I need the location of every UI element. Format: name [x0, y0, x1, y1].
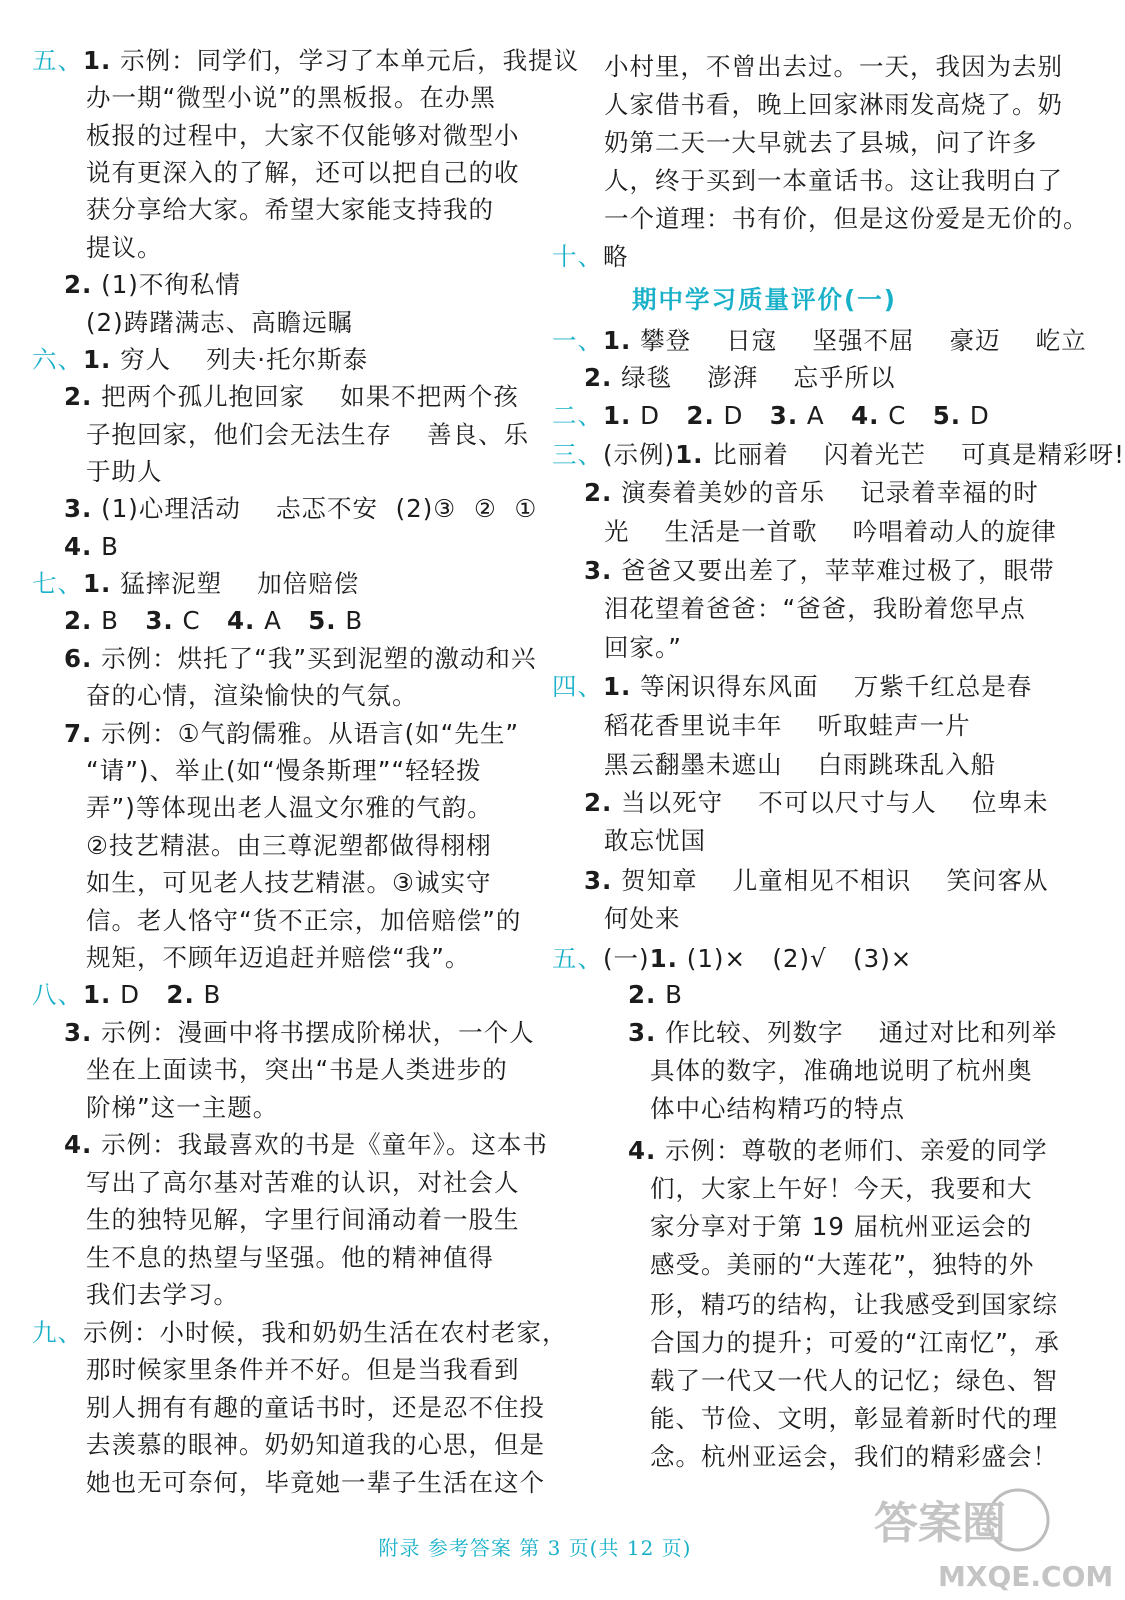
answer-text: 人家借书看，晚上回家淋雨发高烧了。奶: [604, 90, 1063, 119]
answer-line: [32, 565, 359, 603]
answer-text: 信。老人恪守“货不正宗，加倍赔偿”的: [86, 906, 522, 935]
answer-text: 体中心结构精巧的特点: [650, 1094, 905, 1123]
question-number: 2.: [166, 980, 195, 1009]
answer-line: [604, 629, 682, 667]
answer-text: B: [92, 606, 146, 635]
answer-line: [86, 191, 494, 229]
question-number: 4.: [64, 532, 93, 561]
answer-line: [86, 117, 520, 155]
answer-text: 把两个孤儿抱回家 如果不把两个孩: [92, 382, 519, 411]
answer-text: 我们去学习。: [86, 1280, 239, 1309]
watermark-logo: [868, 1478, 1114, 1596]
answer-line: [64, 602, 363, 640]
answer-text: 何处来: [604, 904, 681, 933]
answer-text: 板报的过程中，大家不仅能够对微型小: [86, 121, 520, 150]
answer-line: [584, 474, 1039, 512]
answer-text: 奋的心情，渲染愉快的气氛。: [86, 681, 418, 710]
answer-line: [584, 359, 895, 397]
answer-text: 生的独特见解，字里行间涌动着一股生: [86, 1205, 520, 1234]
answer-line: [650, 1400, 1058, 1438]
question-number: 3.: [64, 1018, 93, 1047]
answer-line: [552, 397, 990, 435]
question-number: 1.: [603, 672, 632, 701]
question-number: 3.: [769, 401, 799, 430]
answer-text: “请”)、举止(如“慢条斯理”“轻轻拨: [86, 756, 482, 785]
answer-text: (2)踌躇满志、高瞻远瞩: [86, 308, 354, 337]
answer-line: [32, 42, 579, 80]
question-number: 2.: [628, 980, 657, 1009]
answer-text: 示例：尊敬的老师们、亲爱的同学: [656, 1136, 1048, 1165]
answer-text: 回家。”: [604, 633, 682, 662]
answer-text: 她也无可奈何，毕竟她一辈子生活在这个: [86, 1468, 545, 1497]
answer-line: [86, 902, 521, 940]
answer-text: 生不息的热望与坚强。他的精神值得: [86, 1243, 494, 1272]
answer-line: [650, 1324, 1060, 1362]
section-title: 期中学习质量评价(一): [632, 285, 897, 314]
answer-text: 如生，可见老人技艺精湛。③诚实守: [86, 868, 492, 897]
section-number: 六、: [32, 345, 83, 374]
section-number: 二、: [552, 401, 603, 430]
answer-line: [86, 1089, 278, 1127]
answer-line: [86, 1351, 520, 1389]
question-number: 2.: [64, 382, 93, 411]
question-number: 1.: [603, 401, 632, 430]
question-number: 3.: [64, 494, 93, 523]
answer-text: 规矩，不顾年迈追赶并赔偿“我”。: [86, 943, 471, 972]
answer-text: D: [961, 401, 990, 430]
answer-text: 感受。美丽的“大莲花”，独特的外: [650, 1250, 1035, 1279]
section-number: 十、: [552, 242, 603, 271]
answer-line: [64, 528, 119, 566]
answer-text: 攀登 日寇 坚强不屈 豪迈 屹立: [631, 326, 1087, 355]
answer-line: [604, 746, 996, 784]
answer-line: [86, 1164, 520, 1202]
question-number: 2.: [64, 606, 93, 635]
answer-text: C: [879, 401, 933, 430]
answer-text: 小村里，不曾出去过。一天，我因为去别: [604, 52, 1063, 81]
answer-line: [86, 789, 493, 827]
question-number: 3.: [584, 556, 613, 585]
answer-text: C: [173, 606, 227, 635]
answer-text: 阶梯”这一主题。: [86, 1093, 279, 1122]
answer-text: 坐在上面读书，突出“书是人类进步的: [86, 1055, 508, 1084]
answer-line: [552, 436, 1125, 474]
answer-text: 敢忘忧国: [604, 826, 706, 855]
answer-line: [64, 490, 537, 528]
answer-line: [86, 864, 491, 902]
question-number: 3.: [145, 606, 174, 635]
answer-text: 示例：小时候，我和奶奶生活在农村老家，: [83, 1318, 568, 1347]
answer-text: 弄”)等体现出老人温文尔雅的气韵。: [86, 793, 493, 822]
answer-line: [86, 677, 418, 715]
answer-text: 贺知章 儿童相见不相识 笑问客从: [612, 866, 1049, 895]
answer-line: [584, 552, 1055, 590]
question-number: 5.: [308, 606, 337, 635]
answer-line: [650, 1286, 1058, 1324]
answer-text: 奶第二天一大早就去了县城，问了许多: [604, 128, 1038, 157]
answer-text: 于助人: [86, 457, 163, 486]
answer-line: [86, 939, 470, 977]
question-number: 1.: [83, 345, 112, 374]
answer-text: 等闲识得东风面 万紫千红总是春: [631, 672, 1033, 701]
answer-text: B: [92, 532, 119, 561]
question-number: 6.: [64, 644, 93, 673]
answer-text: 稻花香里说丰年 听取蛙声一片: [604, 711, 971, 740]
question-number: 2.: [584, 788, 613, 817]
answer-text: 猛摔泥塑 加倍赔偿: [111, 569, 360, 598]
answer-text: 说有更深入的了解，还可以把自己的收: [86, 158, 520, 187]
answer-text: 泪花望着爸爸：“爸爸，我盼着您早点: [604, 594, 1026, 623]
answer-text: 具体的数字，准确地说明了杭州奥: [650, 1056, 1033, 1085]
answer-line: [86, 154, 520, 192]
answer-text: ②技艺精湛。由三尊泥塑都做得栩栩: [86, 831, 492, 860]
answer-line: [628, 976, 683, 1014]
answer-text: (一): [603, 944, 650, 973]
question-number: 2.: [64, 270, 93, 299]
answer-line: [604, 200, 1089, 238]
answer-line: [552, 940, 912, 978]
answer-text: 子抱回家，他们会无法生存 善良、乐: [86, 420, 530, 449]
answer-text: 示例：同学们，学习了本单元后，我提议: [111, 46, 580, 75]
answer-text: 略: [603, 242, 629, 271]
answer-text: 示例：烘托了“我”买到泥塑的激动和兴: [92, 644, 537, 673]
question-number: 3.: [584, 866, 613, 895]
answer-line: [32, 1314, 568, 1352]
page-footer: 附录 参考答案 第 3 页(共 12 页): [378, 1536, 692, 1560]
answer-text: 一个道理：书有价，但是这份爱是无价的。: [604, 204, 1089, 233]
answer-line: [86, 453, 163, 491]
answer-line: [86, 1426, 545, 1464]
answer-text: (1)心理活动 忐忑不安 (2)③ ② ①: [92, 494, 538, 523]
question-number: 1.: [603, 326, 632, 355]
question-number: 2.: [584, 478, 613, 507]
answer-line: [650, 1438, 1058, 1476]
answer-text: (1)不徇私情: [92, 270, 241, 299]
answer-line: [604, 822, 706, 860]
section-heading: [632, 281, 897, 319]
answer-text: 人，终于买到一本童话书。这让我明白了: [604, 166, 1063, 195]
answer-text: 提议。: [86, 233, 163, 262]
answer-text: (1)× (2)√ (3)×: [677, 944, 913, 973]
question-number: 4.: [628, 1136, 657, 1165]
answer-line: [64, 640, 537, 678]
answer-line: [650, 1362, 1058, 1400]
answer-text: 示例：漫画中将书摆成阶梯状，一个人: [92, 1018, 535, 1047]
answer-line: [650, 1208, 1032, 1246]
answer-line: [64, 266, 241, 304]
section-number: 九、: [32, 1318, 83, 1347]
answer-line: [552, 238, 629, 276]
answer-line: [86, 1239, 494, 1277]
answer-text: 去羡慕的眼神。奶奶知道我的心思，但是: [86, 1430, 545, 1459]
answer-text: 示例：①气韵儒雅。从语言(如“先生”: [92, 719, 520, 748]
answer-text: 家分享对于第 19 届杭州亚运会的: [650, 1212, 1033, 1241]
answer-text: B: [656, 980, 683, 1009]
answer-line: [64, 715, 519, 753]
answer-line: [552, 668, 1032, 706]
answer-line: [584, 862, 1048, 900]
section-number: 八、: [32, 980, 83, 1009]
question-number: 3.: [628, 1018, 657, 1047]
answer-text: 形，精巧的结构，让我感受到国家综: [650, 1290, 1058, 1319]
question-number: 4.: [226, 606, 256, 635]
question-number: 1.: [649, 944, 678, 973]
answer-text: B: [336, 606, 364, 635]
answer-line: [86, 1389, 545, 1427]
answer-line: [86, 752, 482, 790]
answer-line: [32, 976, 221, 1014]
answer-line: [604, 162, 1063, 200]
section-number: 三、: [552, 440, 603, 469]
answer-line: [64, 378, 519, 416]
question-number: 1.: [83, 569, 112, 598]
answer-line: [86, 1201, 520, 1239]
answer-text: 载了一代又一代人的记忆；绿色、智: [650, 1366, 1058, 1395]
answer-text: 别人拥有有趣的童话书时，还是忍不住投: [86, 1393, 545, 1422]
answer-text: 念。杭州亚运会，我们的精彩盛会！: [650, 1442, 1058, 1471]
section-number: 五、: [552, 944, 603, 973]
answer-line: [650, 1090, 905, 1128]
section-number: 七、: [32, 569, 83, 598]
answer-line: [552, 322, 1087, 360]
answer-text: 演奏着美妙的音乐 记录着幸福的时: [612, 478, 1039, 507]
answer-line: [86, 827, 491, 865]
answer-text: 爸爸又要出差了，苹苹难过极了，眼带: [612, 556, 1055, 585]
answer-line: [604, 513, 1057, 551]
section-number: 五、: [32, 46, 83, 75]
answer-text: 合国力的提升；可爱的“江南忆”，承: [650, 1328, 1060, 1357]
question-number: 7.: [64, 719, 93, 748]
answer-line: [628, 1132, 1048, 1170]
question-number: 1.: [675, 440, 704, 469]
answer-line: [64, 1014, 535, 1052]
answer-text: 那时候家里条件并不好。但是当我看到: [86, 1355, 520, 1384]
answer-text: 光 生活是一首歌 吟唱着动人的旋律: [604, 517, 1057, 546]
watermark-text-cn: 答案圈: [874, 1498, 1006, 1549]
answer-line: [604, 707, 971, 745]
section-number: 四、: [552, 672, 603, 701]
answer-line: [604, 48, 1063, 86]
answer-text: A: [255, 606, 309, 635]
answer-line: [650, 1052, 1033, 1090]
answer-text: (示例): [603, 440, 676, 469]
question-number: 4.: [851, 401, 880, 430]
answer-text: D: [631, 401, 687, 430]
question-number: 5.: [932, 401, 962, 430]
question-number: 1.: [83, 980, 112, 1009]
answer-line: [650, 1246, 1034, 1284]
answer-line: [64, 1126, 548, 1164]
answer-line: [584, 784, 1048, 822]
answer-text: 们，大家上午好！今天，我要和大: [650, 1174, 1033, 1203]
answer-line: [86, 416, 529, 454]
answer-text: 办一期“微型小说”的黑板报。在办黑: [86, 83, 496, 112]
answer-text: 绿毯 澎湃 忘乎所以: [612, 363, 896, 392]
answer-line: [628, 1014, 1057, 1052]
answer-text: 示例：我最喜欢的书是《童年》。这本书: [92, 1130, 548, 1159]
answer-text: A: [798, 401, 852, 430]
question-number: 4.: [64, 1130, 93, 1159]
answer-text: D: [111, 980, 167, 1009]
answer-line: [32, 341, 368, 379]
answer-line: [604, 124, 1038, 162]
answer-line: [604, 900, 681, 938]
answer-line: [86, 1276, 239, 1314]
answer-text: D: [714, 401, 770, 430]
question-number: 2.: [686, 401, 715, 430]
answer-line: [604, 86, 1063, 124]
answer-line: [650, 1170, 1033, 1208]
section-number: 一、: [552, 326, 603, 355]
answer-text: 当以死守 不可以尺寸与人 位卑未: [612, 788, 1049, 817]
answer-text: 写出了高尔基对苦难的认识，对社会人: [86, 1168, 520, 1197]
answer-line: [604, 590, 1026, 628]
answer-line: [86, 229, 163, 267]
answer-text: 作比较、列数字 通过对比和列举: [656, 1018, 1058, 1047]
answer-text: 能、节俭、文明，彰显着新时代的理: [650, 1404, 1058, 1433]
question-number: 1.: [83, 46, 112, 75]
watermark-text-en: MXQE.COM: [938, 1560, 1114, 1593]
answer-text: 穷人 列夫·托尔斯泰: [111, 345, 369, 374]
answer-line: [86, 304, 353, 342]
question-number: 2.: [584, 363, 613, 392]
answer-text: 比丽着 闪着光芒 可真是精彩呀!: [703, 440, 1125, 469]
answer-text: 黑云翻墨未遮山 白雨跳珠乱入船: [604, 750, 997, 779]
answer-line: [86, 1464, 545, 1502]
answer-text: 获分享给大家。希望大家能支持我的: [86, 195, 494, 224]
answer-text: B: [194, 980, 222, 1009]
answer-line: [86, 1051, 508, 1089]
answer-line: [86, 79, 496, 117]
